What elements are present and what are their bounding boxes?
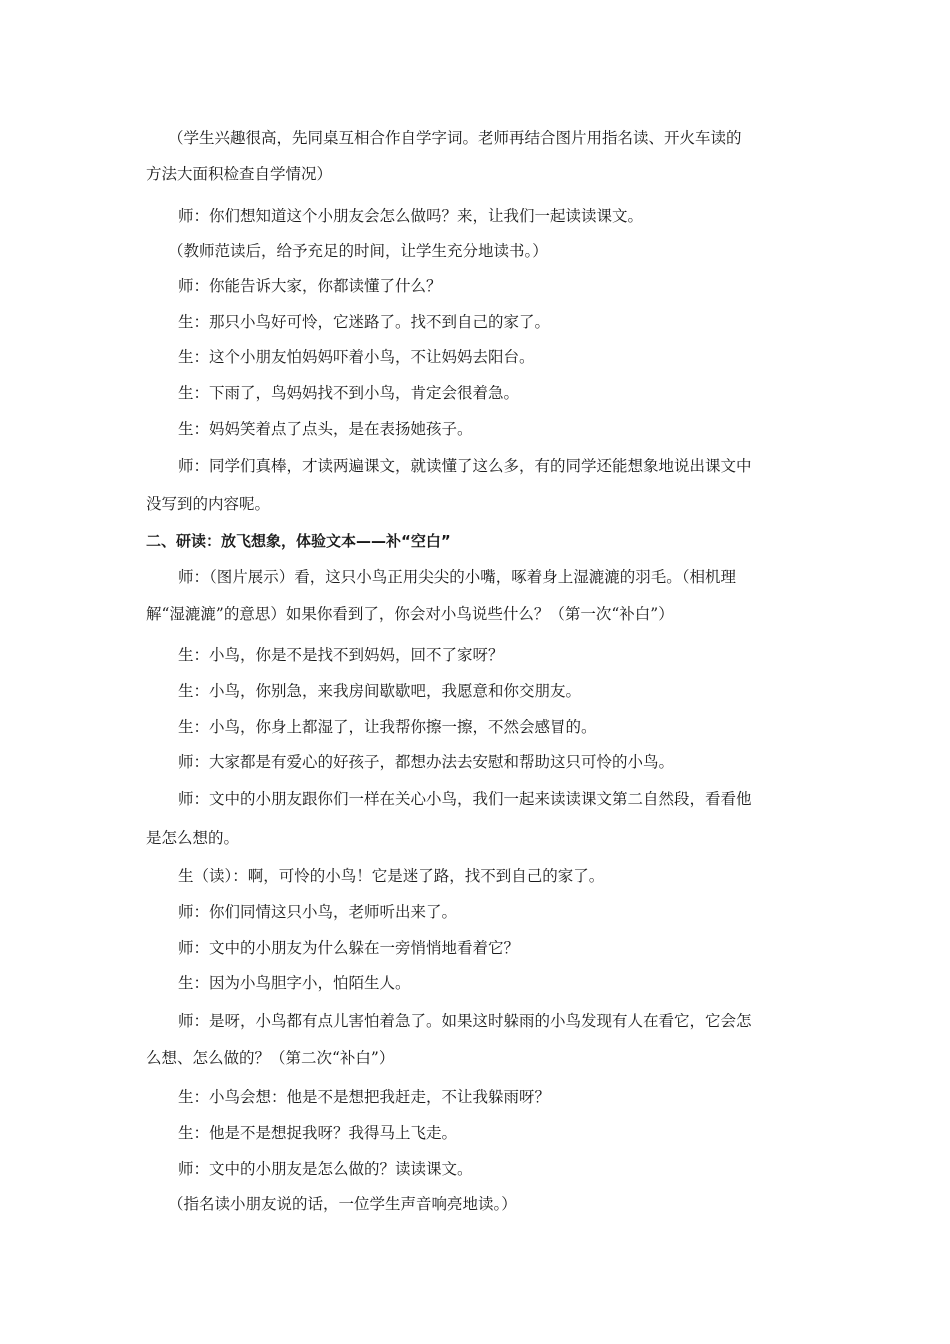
paragraph-line: 生：这个小朋友怕妈妈吓着小鸟，不让妈妈去阳台。 [178,348,535,366]
paragraph-line: 生：小鸟，你身上都湿了，让我帮你擦一擦，不然会感冒的。 [178,718,597,736]
paragraph-line: 师：文中的小朋友跟你们一样在关心小鸟，我们一起来读读课文第二自然段，看看他 [178,790,752,808]
paragraph-line: 生：小鸟，你别急，来我房间歇歇吧，我愿意和你交朋友。 [178,682,582,700]
paragraph-line: 生：小鸟，你是不是找不到妈妈，回不了家呀？ [178,646,504,664]
paragraph-line: 师：大家都是有爱心的好孩子，都想办法去安慰和帮助这只可怜的小鸟。 [178,753,675,771]
paragraph-line: 生：下雨了，鸟妈妈找不到小鸟，肯定会很着急。 [178,384,520,402]
paragraph-line: （指名读小朋友说的话，一位学生声音响亮地读。） [168,1195,517,1213]
paragraph-line: 师：你们想知道这个小朋友会怎么做吗？来，让我们一起读读课文。 [178,207,644,225]
paragraph-line: 生（读）：啊，可怜的小鸟！它是迷了路，找不到自己的家了。 [178,867,605,885]
paragraph-line: 么想、怎么做的？（第二次“补白”） [146,1049,395,1067]
paragraph-line: 生：他是不是想捉我呀？我得马上飞走。 [178,1124,458,1142]
paragraph-line: 师：文中的小朋友是怎么做的？读读课文。 [178,1160,473,1178]
paragraph-line: 生：因为小鸟胆字小，怕陌生人。 [178,974,411,992]
paragraph-line: 师：同学们真棒，才读两遍课文，就读懂了这么多，有的同学还能想象地说出课文中 [178,457,752,475]
paragraph-line: 师：是呀，小鸟都有点儿害怕着急了。如果这时躲雨的小鸟发现有人在看它，它会怎 [178,1012,752,1030]
paragraph-line: 生：小鸟会想：他是不是想把我赶走，不让我躲雨呀？ [178,1088,551,1106]
paragraph-line: （教师范读后，给予充足的时间，让学生充分地读书。） [168,242,548,260]
paragraph-line: 没写到的内容呢。 [146,495,271,513]
paragraph-line: 师：文中的小朋友为什么躲在一旁悄悄地看着它？ [178,939,520,957]
paragraph-line: 师：你能告诉大家，你都读懂了什么？ [178,277,442,295]
paragraph-line: 方法大面积检查自学情况） [146,165,333,183]
paragraph-line: （学生兴趣很高，先同桌互相合作自学字词。老师再结合图片用指名读、开火车读的 [168,129,742,147]
section-heading: 二、研读：放飞想象，体验文本——补“空白” [146,532,451,550]
paragraph-line: 解“湿漉漉”的意思）如果你看到了，你会对小鸟说些什么？（第一次“补白”） [146,605,674,623]
paragraph-line: 师：（图片展示）看，这只小鸟正用尖尖的小嘴，啄着身上湿漉漉的羽毛。（相机理 [178,568,737,586]
paragraph-line: 生：妈妈笑着点了点头，是在表扬她孩子。 [178,420,473,438]
paragraph-line: 生：那只小鸟好可怜，它迷路了。找不到自己的家了。 [178,313,551,331]
paragraph-line: 师：你们同情这只小鸟，老师听出来了。 [178,903,458,921]
paragraph-line: 是怎么想的。 [146,829,240,847]
